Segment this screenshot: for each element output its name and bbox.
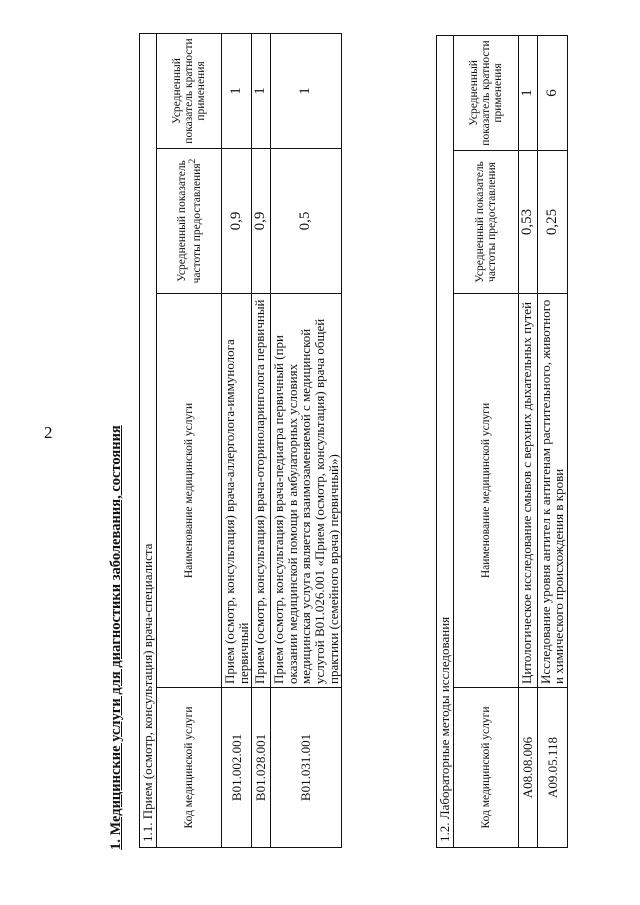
service-code: A09.05.118 <box>537 688 567 848</box>
multiplicity-value: 1 <box>222 33 252 148</box>
table-row <box>537 35 567 847</box>
consultations-table <box>139 33 342 848</box>
header-freq: Усредненный показатель частоты предоставления <box>454 151 519 294</box>
table-row <box>271 33 342 847</box>
service-code: A08.08.006 <box>519 688 538 848</box>
service-code: B01.028.001 <box>252 688 271 848</box>
frequency-value: 0,9 <box>252 149 271 294</box>
header-freq: Усредненный показатель частоты предоставления$^2$ <box>157 149 222 294</box>
header-mult: Усредненный показатель кратности применения <box>454 35 519 150</box>
service-name: Цитологическое исследование смывов с верхних дыхательных путей <box>519 294 538 688</box>
table-row <box>222 33 252 847</box>
service-name: Прием (осмотр, консультация) врача-педиатра первичный (при оказании медицинской помощи в амбулаторных условиях медицинская услуга является взаимозаменяемой с медицинской услугой B01.026.001 «Прием (осмотр, консультация) врача общей практики (семейного врача) первичный») <box>271 294 342 688</box>
subsection-title: 1.2. Лабораторные методы исследования <box>437 35 454 847</box>
page-number: 2 <box>44 423 53 442</box>
header-name: Наименование медицинской услуги <box>157 294 222 688</box>
table-row <box>252 33 271 847</box>
frequency-value: 0,53 <box>519 151 538 294</box>
section-heading: 1. Медицинские услуги для диагностики заболевания, состояния <box>108 425 124 850</box>
service-code: B01.031.001 <box>271 688 342 848</box>
table-row <box>519 35 538 847</box>
subsection-title: 1.1. Прием (осмотр, консультация) врача-специалиста <box>140 33 157 847</box>
service-name: Исследование уровня антител к антигенам растительного, животного и химического происхождения в крови <box>537 294 567 688</box>
frequency-value: 0,9 <box>222 149 252 294</box>
table-header-row <box>157 33 222 847</box>
header-name: Наименование медицинской услуги <box>454 294 519 688</box>
table-header-row <box>454 35 519 847</box>
multiplicity-value: 1 <box>271 33 342 148</box>
header-code: Код медицинской услуги <box>157 688 222 848</box>
service-name: Прием (осмотр, консультация) врача-оториноларинголога первичный <box>252 294 271 688</box>
multiplicity-value: 1 <box>519 35 538 150</box>
multiplicity-value: 6 <box>537 35 567 150</box>
lab-methods-table <box>436 35 568 848</box>
multiplicity-value: 1 <box>252 33 271 148</box>
header-code: Код медицинской услуги <box>454 688 519 848</box>
frequency-value: 0,25 <box>537 151 567 294</box>
service-name: Прием (осмотр, консультация) врача-аллерголога-иммунолога первичный <box>222 294 252 688</box>
header-mult: Усредненный показатель кратности применения <box>157 33 222 148</box>
frequency-value: 0,5 <box>271 149 342 294</box>
service-code: B01.002.001 <box>222 688 252 848</box>
